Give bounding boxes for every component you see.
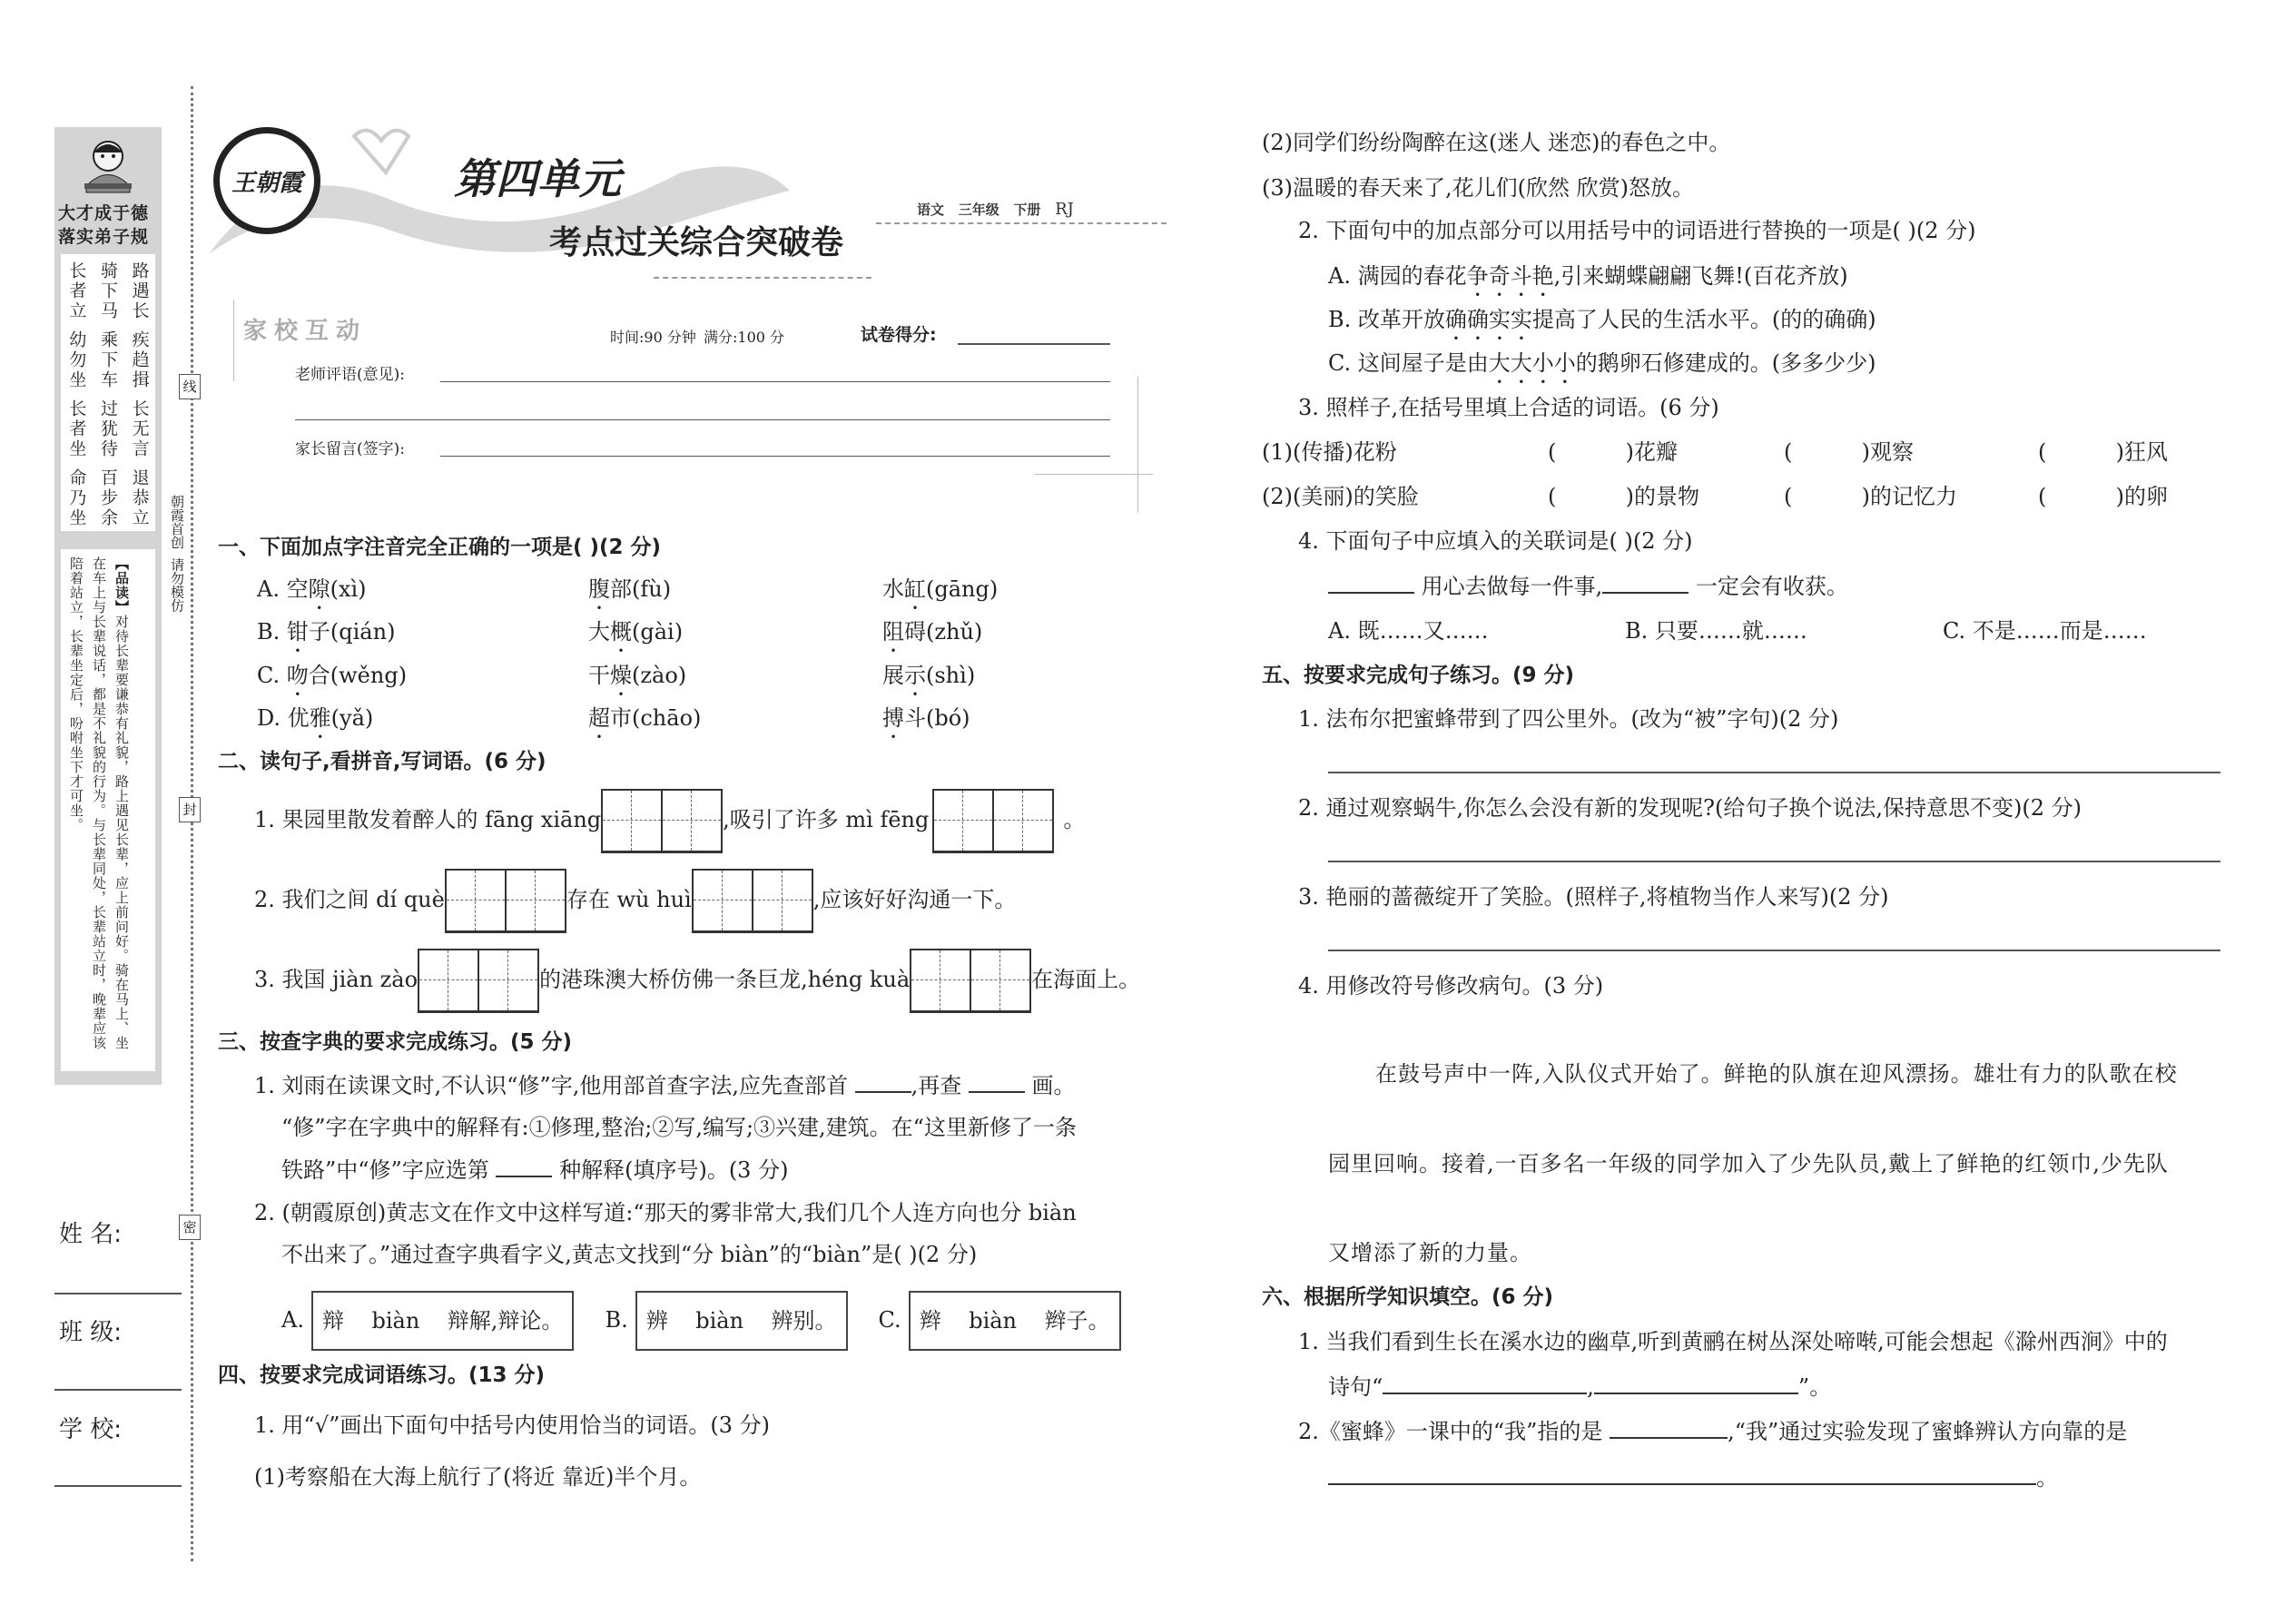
- dotted-char: 缸: [904, 576, 926, 602]
- tianzige-answer-box[interactable]: [445, 869, 566, 933]
- reading-text: 【品读】对待长辈要谦恭有礼貌，路上遇见长辈，应上前问好。骑在马上、坐在车上与长辈说话，都是不礼貌的行为。与长辈同处，长辈站立时，晚辈应该陪着站立，长辈坐定后，吩咐坐下才可坐。: [68, 556, 130, 1050]
- option-item: [588, 704, 701, 743]
- blank-who[interactable]: [1610, 1417, 1728, 1439]
- parent-comment-field[interactable]: [440, 456, 1110, 457]
- home-school-badge: 家校互动: [243, 318, 368, 345]
- fill-blank-item[interactable]: ( )观察: [1784, 439, 1915, 465]
- name-field[interactable]: [54, 1293, 182, 1294]
- teacher-comment-field[interactable]: [440, 381, 1110, 382]
- option-item: [257, 618, 395, 657]
- fill-blank-item[interactable]: ( )狂风: [2038, 439, 2169, 465]
- dotted-char: 示: [904, 663, 926, 688]
- full-score: 满分:100 分: [704, 329, 785, 346]
- option-item: [1328, 306, 1876, 345]
- option-text: ,引来蝴蝶翩翩飞舞!(百花齐放): [1553, 263, 1848, 289]
- section-4-title: 四、按要求完成词语练习。(13 分): [218, 1363, 546, 1387]
- fill-blank-item[interactable]: ( )的记忆力: [1784, 484, 1958, 509]
- question-4-1-1: (1)考察船在大海上航行了(将近 靠近)半个月。: [254, 1464, 702, 1490]
- poem-box: [61, 254, 155, 531]
- dotted-char: 搏: [882, 705, 904, 731]
- poem-line: 路遇长: [129, 261, 150, 321]
- exam-time: 时间:90 分钟: [610, 329, 696, 346]
- score-label: 试卷得分:: [861, 325, 937, 345]
- question-4-4: 4. 下面句子中应填入的关联词是( )(2 分): [1298, 528, 1693, 554]
- question-4-1-2: (2)同学们纷纷陶醉在这(迷人 迷恋)的春色之中。: [1262, 130, 1731, 155]
- answer-line-5-3[interactable]: [1328, 950, 2220, 951]
- question-2-3: 3. 我国 jiàn zào 的港珠澳大桥仿佛一条巨龙,héng kuà 在海面上。: [254, 948, 1140, 1013]
- option-text: 提高了人民的生活水平。(的的确确): [1531, 307, 1876, 332]
- fill-blank-item[interactable]: ( )的卵: [2038, 484, 2169, 509]
- option-text: 碍(zhǔ): [904, 619, 983, 645]
- option-text: 干: [588, 663, 610, 688]
- option-item: [882, 662, 975, 701]
- sidebar-title-2: 落实弟子规: [58, 227, 150, 247]
- stamp-mi: 密: [179, 1215, 201, 1240]
- dotted-phrase: 确确实实: [1444, 307, 1532, 332]
- tianzige-answer-box[interactable]: [418, 949, 539, 1013]
- question-3-1-line3: 铁路”中“修”字应选第 种解释(填序号)。(3 分): [281, 1157, 789, 1183]
- parent-comment-label: 家长留言(签字):: [295, 440, 405, 458]
- score-field[interactable]: [958, 343, 1110, 345]
- blank-poem-line-2[interactable]: [1594, 1373, 1798, 1394]
- question-3-1: 1. 刘雨在读课文时,不认识“修”字,他用部首查字法,应先查部首 ,再查 画。: [254, 1073, 1076, 1098]
- fill-blank-item[interactable]: ( )花瓣: [1548, 439, 1679, 465]
- stamp-feng: 封: [179, 797, 201, 822]
- option-item: [257, 662, 407, 701]
- poem-column: [130, 261, 150, 531]
- poem-line: 长者坐: [66, 399, 87, 459]
- poem-line: 百步余: [97, 468, 118, 528]
- question-4-4-option-b: B. 只要……就……: [1625, 618, 1807, 644]
- poem-line: 长无言: [129, 399, 150, 459]
- dotted-char: 钳: [286, 619, 309, 645]
- teacher-comment-label: 老师评语(意见):: [295, 366, 405, 384]
- poem-line: 退恭立: [129, 468, 150, 528]
- school-label: 学 校:: [59, 1416, 123, 1443]
- option-text: 大: [588, 619, 610, 645]
- option-box-a[interactable]: 辩 biàn 辩解,辩论。: [311, 1291, 574, 1351]
- option-label: A.: [257, 576, 280, 602]
- copyright-notice: 朝霞首创 请勿模仿: [169, 495, 185, 613]
- option-text: (yǎ): [330, 705, 374, 731]
- option-item: [882, 704, 970, 743]
- sidebar-title-1: 大才成于德: [58, 203, 150, 223]
- option-item: [1328, 349, 1876, 389]
- dotted-char: 燥: [610, 663, 632, 688]
- tianzige-answer-box[interactable]: [601, 789, 723, 853]
- blank-poem-line-1[interactable]: [1383, 1373, 1587, 1394]
- example-item: (1)(传播)花粉: [1262, 439, 1397, 465]
- question-6-2-line1: 2.《蜜蜂》一课中的“我”指的是 ,“我”通过实验发现了蜜蜂辨认方向靠的是: [1298, 1419, 2128, 1444]
- dotted-phrase: 争奇斗艳: [1466, 263, 1554, 289]
- dotted-char: 雅: [309, 705, 331, 731]
- poem-line: 乘下车: [97, 330, 118, 390]
- question-5-1: 1. 法布尔把蜜蜂带到了四公里外。(改为“被”字句)(2 分): [1298, 706, 1839, 732]
- poem-line: 幼勿坐: [66, 330, 87, 390]
- answer-line-5-1[interactable]: [1328, 772, 2220, 773]
- question-5-4: 4. 用修改符号修改病句。(3 分): [1298, 973, 1604, 999]
- question-6-2-line2: 。: [1328, 1463, 2058, 1491]
- option-text: B. 改革开放: [1328, 307, 1445, 332]
- blank-meaning[interactable]: [496, 1156, 552, 1177]
- tianzige-answer-box[interactable]: [910, 949, 1031, 1013]
- option-item: [882, 618, 982, 657]
- blank-strokes[interactable]: [969, 1071, 1025, 1093]
- section-3-title: 三、按查字典的要求完成练习。(5 分): [218, 1030, 573, 1054]
- section-5-title: 五、按要求完成句子练习。(9 分): [1262, 664, 1575, 687]
- logo-text: 王朝霞: [231, 169, 302, 197]
- sick-sentence-para-2: 园里回响。接着,一百多名一年级的同学加入了少先队员,戴上了鲜艳的红领巾,少先队: [1328, 1151, 2169, 1176]
- option-text: 部(fù): [610, 576, 672, 602]
- option-text: 优: [287, 705, 310, 731]
- question-5-2: 2. 通过观察蜗牛,你怎么会没有新的发现呢?(给句子换个说法,保持意思不变)(2 分): [1298, 795, 2082, 821]
- tianzige-answer-box[interactable]: [692, 869, 813, 933]
- sick-sentence-para-3: 又增添了新的力量。: [1328, 1240, 1532, 1265]
- poem-line: 长者立: [66, 261, 87, 321]
- option-item: [588, 662, 686, 701]
- dotted-char: 概: [610, 619, 632, 645]
- option-text: C. 这间屋子是由: [1328, 350, 1489, 376]
- option-item: [588, 576, 671, 615]
- dotted-char: 吻: [286, 663, 309, 688]
- poem-column: [66, 261, 86, 531]
- option-label: C.: [257, 663, 281, 688]
- option-item: [257, 576, 367, 615]
- interaction-frame: [233, 300, 234, 381]
- option-item: [1328, 262, 1848, 301]
- question-3-1-line2: “修”字在字典中的解释有:①修理,整治;②写,编写;③兴建,建筑。在“这里新修了一条: [281, 1115, 1077, 1140]
- question-6-1-line2: 诗句“ , ”。: [1328, 1374, 1832, 1400]
- option-box-c[interactable]: 辫 biàn 辫子。: [909, 1291, 1121, 1351]
- question-5-3: 3. 艳丽的蔷薇绽开了笑脸。(照样子,将植物当作人来写)(2 分): [1298, 884, 1889, 910]
- dotted-char: 隙: [308, 576, 330, 602]
- question-4-2: 2. 下面句中的加点部分可以用括号中的词语进行替换的一项是( )(2 分): [1298, 218, 1976, 243]
- question-6-1-line1: 1. 当我们看到生长在溪水边的幽草,听到黄鹂在树丛深处啼啭,可能会想起《滁州西涧》中的: [1298, 1329, 2168, 1354]
- option-text: (xì): [330, 576, 367, 602]
- option-text: 市(chāo): [610, 705, 702, 731]
- question-4-4-option-c: C. 不是……而是……: [1943, 618, 2147, 644]
- question-2-2: 2. 我们之间 dí què 存在 wù huì ,应该好好沟通一下。: [254, 868, 1016, 933]
- paper-title: 考点过关综合突破卷: [549, 223, 844, 261]
- interaction-frame-bottom: [1035, 474, 1153, 475]
- section-6-title: 六、根据所学知识填空。(6 分): [1262, 1285, 1554, 1309]
- poem-line: 过犹待: [97, 399, 118, 459]
- question-3-2-line1: 2. (朝霞原创)黄志文在作文中这样写道:“那天的雾非常大,我们几个人连方向也分 biàn: [254, 1200, 1077, 1225]
- dotted-char: 阻: [882, 619, 904, 645]
- option-text: 斗(bó): [904, 705, 970, 731]
- option-box-b[interactable]: 辨 biàn 辨别。: [635, 1291, 848, 1351]
- option-label: B.: [257, 619, 281, 645]
- blank-how[interactable]: [1328, 1463, 2036, 1485]
- question-4-4-option-a: A. 既……又……: [1328, 618, 1489, 644]
- question-3-2-options: [281, 1291, 1121, 1351]
- question-4-1: 1. 用“√”画出下面句中括号内使用恰当的词语。(3 分): [254, 1412, 770, 1438]
- option-text: 子(qián): [308, 619, 396, 645]
- answer-line-5-2[interactable]: [1328, 861, 2220, 862]
- option-text: (gāng): [926, 576, 999, 602]
- fill-blank-item[interactable]: ( )的景物: [1548, 484, 1700, 509]
- class-field[interactable]: [54, 1389, 182, 1391]
- option-label: A.: [281, 1306, 304, 1333]
- option-text: 合(wěng): [308, 663, 408, 688]
- brand-logo: [213, 127, 320, 234]
- option-text: 的鹅卵石修建成的。(多多少少): [1575, 350, 1876, 376]
- sidebar-panel: [54, 127, 162, 1085]
- question-4-4-sentence: 用心去做每一件事, 一定会有收获。: [1328, 572, 1848, 600]
- binding-cut-line: [191, 86, 193, 1561]
- tianzige-answer-box[interactable]: [932, 789, 1054, 853]
- option-text: 水: [882, 576, 904, 602]
- blank-conjunction-1[interactable]: [1328, 572, 1414, 594]
- example-item: (2)(美丽)的笑脸: [1262, 484, 1419, 509]
- option-text: (zào): [632, 663, 687, 688]
- title-dash-decoration: [654, 277, 871, 279]
- interaction-frame-right: [1137, 377, 1138, 513]
- dotted-char: 超: [588, 705, 610, 731]
- teacher-comment-field-2[interactable]: [295, 419, 1110, 420]
- question-2-1: 1. 果园里散发着醉人的 fāng xiāng ,吸引了许多 mì fēng 。: [254, 788, 1085, 853]
- stamp-xian: 线: [179, 374, 201, 399]
- unit-title: 第四单元: [454, 154, 621, 203]
- poem-line: 命乃坐: [66, 468, 87, 528]
- sick-sentence-para-1: 在鼓号声中一阵,入队仪式开始了。鲜艳的队旗在迎风漂扬。雄壮有力的队歌在校: [1375, 1061, 2178, 1087]
- subject-tag: 语文 三年级 下册 RJ: [917, 200, 1074, 219]
- option-text: (gài): [632, 619, 684, 645]
- blank-radical[interactable]: [855, 1071, 911, 1093]
- question-4-3: 3. 照样子,在括号里填上合适的词语。(6 分): [1298, 395, 1719, 420]
- blank-conjunction-2[interactable]: [1602, 572, 1689, 594]
- option-text: 展: [882, 663, 904, 688]
- poem-column: [98, 261, 118, 531]
- cartoon-boy-icon: [82, 136, 134, 200]
- poem-line: 疾趋揖: [129, 330, 150, 390]
- reading-box: [61, 549, 155, 1071]
- poem-line: 骑下马: [97, 261, 118, 321]
- option-text: (shì): [926, 663, 976, 688]
- option-label: C.: [878, 1306, 901, 1333]
- option-text: A. 满园的春花: [1328, 263, 1467, 289]
- question-4-1-3: (3)温暖的春天来了,花儿们(欣然 欣赏)怒放。: [1262, 175, 1694, 201]
- class-label: 班 级:: [59, 1319, 123, 1346]
- reading-label: 【品读】: [113, 556, 130, 615]
- option-item: [588, 618, 683, 657]
- school-field[interactable]: [54, 1485, 182, 1487]
- option-label: B.: [605, 1306, 628, 1333]
- option-item: [882, 576, 998, 615]
- option-item: [257, 704, 373, 743]
- option-label: D.: [257, 705, 281, 731]
- option-text: 空: [286, 576, 309, 602]
- name-label: 姓 名:: [59, 1221, 123, 1248]
- dotted-phrase: 大大小小: [1488, 350, 1576, 376]
- dotted-char: 腹: [588, 576, 610, 602]
- question-3-2-line2: 不出来了。”通过查字典看字义,黄志文找到“分 biàn”的“biàn”是( )(2 分): [281, 1242, 978, 1267]
- section-2-title: 二、读句子,看拼音,写词语。(6 分): [218, 750, 546, 773]
- section-1-title: 一、下面加点字注音完全正确的一项是( )(2 分): [218, 536, 662, 559]
